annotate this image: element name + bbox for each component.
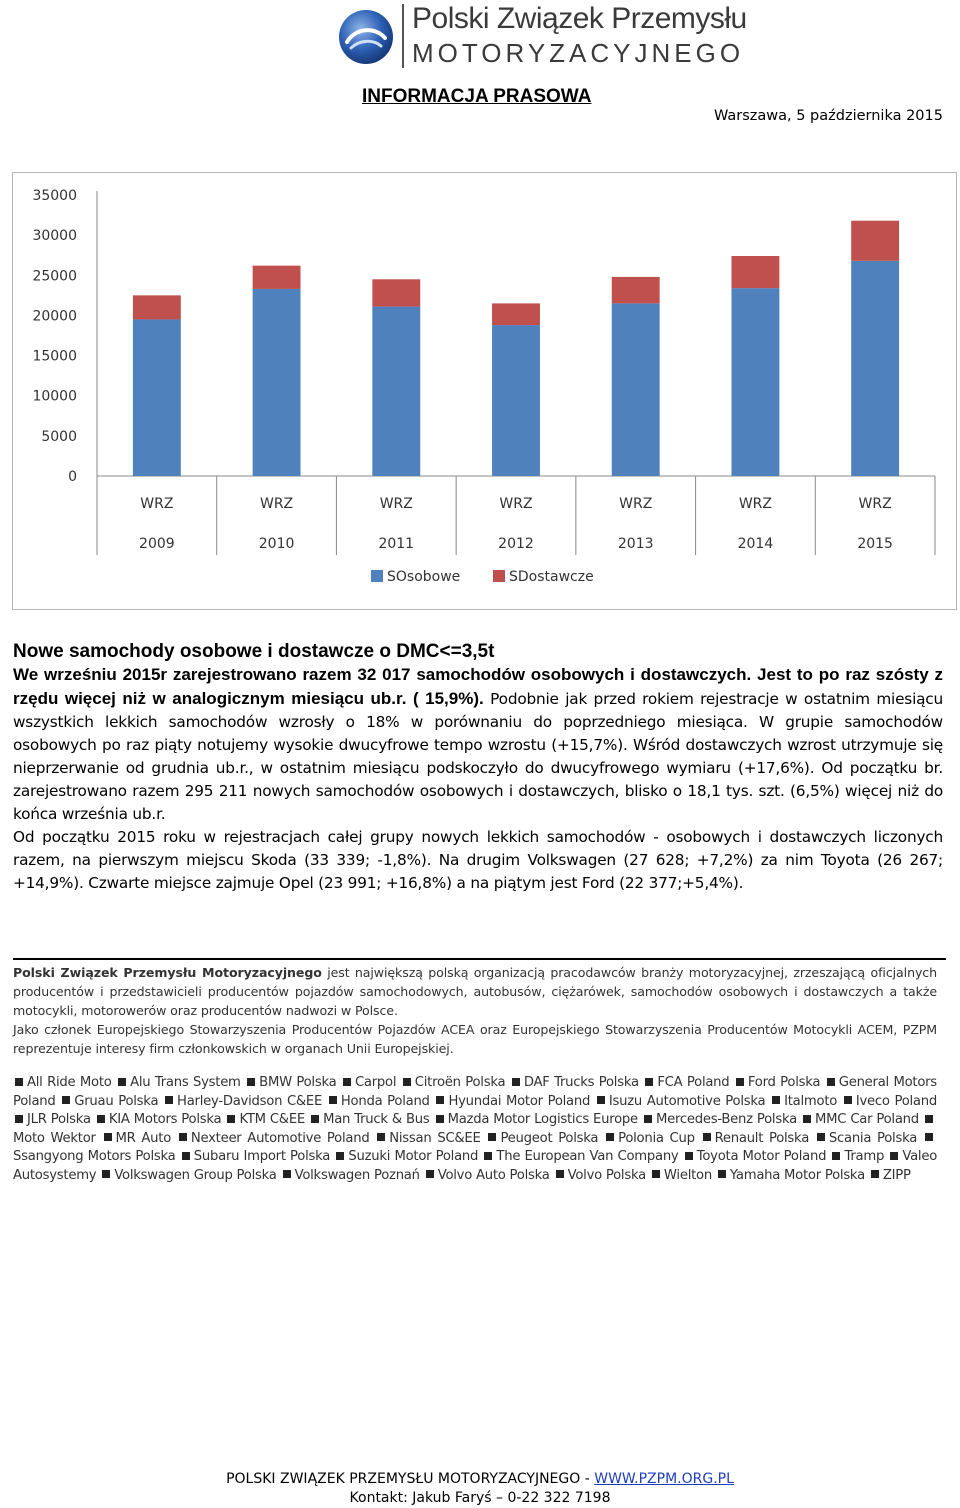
bullet-square-icon — [488, 1133, 496, 1141]
y-tick-label: 30000 — [32, 228, 77, 245]
member-name: All Ride Moto — [27, 1075, 112, 1090]
member-name: ZIPP — [882, 1167, 911, 1183]
article — [13, 640, 943, 895]
member-name: FCA Poland — [657, 1075, 730, 1090]
footer-org: POLSKI ZWIĄZEK PRZEMYSŁU MOTORYZACYJNEGO - — [226, 1471, 595, 1487]
x-tick-label: 2009 — [139, 536, 175, 552]
bullet-square-icon — [118, 1078, 126, 1086]
bullet-square-icon — [844, 1096, 852, 1104]
x-tick-label: WRZ — [499, 496, 533, 512]
x-tick-label: 2013 — [617, 536, 654, 552]
member-name: KIA Motors Polska — [108, 1112, 222, 1128]
member-name: BMW Polska — [259, 1075, 337, 1090]
member-name: Tramp — [844, 1149, 885, 1165]
x-tick-label: WRZ — [858, 496, 892, 512]
member-name: Man Truck & Bus — [323, 1112, 430, 1128]
bullet-square-icon — [736, 1078, 744, 1086]
bullet-square-icon — [97, 1115, 105, 1123]
y-tick-label: 0 — [68, 469, 77, 485]
member-name: Valeo Autosystemy — [13, 1149, 938, 1183]
legend-label: SOsobowe — [387, 569, 461, 585]
logo-line1: Polski Związek Przemysłu — [412, 2, 747, 35]
bullet-square-icon — [377, 1133, 385, 1141]
bar-dostawcze — [492, 303, 540, 325]
bar-osobowe — [492, 325, 540, 476]
page-title: INFORMACJA PRASOWA — [362, 86, 592, 107]
article-lead-rest: Podobnie jak przed rokiem rejestracje w ostatnim miesiącu wszystkich lekkich samochodów wzrosły o 18% w porównaniu do poprzedniego miesiąca. W grupie samochodów osobowych po raz piąty notujemy wysokie dwucyfrowe tempo wzrostu (+15,7%). Wśród dostawczych wzrost utrzymuje się nieprzerwanie od grudnia ub.r., w ostatnim miesiącu podskoczyło do dwucyfrowego wymiaru (+17,6%). Od początku br. zarejestrowano razem 295 211 nowych samochodów osobowych i dostawczych, blisko o 18,1 tys. szt. (6,5%) więcej niż do końca września ub.r. — [13, 690, 943, 823]
member-name: Carpol — [354, 1075, 397, 1090]
member-name: Volvo Polska — [567, 1167, 646, 1183]
bullet-square-icon — [182, 1152, 190, 1160]
member-name: General Motors Poland — [13, 1075, 937, 1109]
pzpm-emblem-icon — [337, 8, 395, 66]
bullet-square-icon — [925, 1115, 933, 1123]
bullet-square-icon — [311, 1115, 319, 1123]
bullet-square-icon — [890, 1152, 898, 1160]
y-tick-label: 25000 — [32, 268, 77, 285]
bullet-square-icon — [102, 1170, 110, 1178]
member-name: Citroën Polska — [414, 1075, 506, 1090]
about-section — [13, 963, 937, 1058]
bar-osobowe — [253, 289, 301, 476]
bullet-square-icon — [718, 1170, 726, 1178]
bullet-square-icon — [247, 1078, 255, 1086]
bullet-square-icon — [403, 1078, 411, 1086]
bullet-square-icon — [652, 1170, 660, 1178]
bullet-square-icon — [925, 1133, 933, 1141]
article-paragraph-1 — [13, 663, 943, 826]
bullet-square-icon — [772, 1096, 780, 1104]
article-paragraph-2: Od początku 2015 roku w rejestracjach całej grupy nowych lekkich samochodów - osobowych i dostawczych liczonych razem, na pierwszym miejscu Skoda (33 339; -1,8%). Na drugim Volkswagen (27 628; +7,2%) za nim Toyota (26 267; +14,9%). Czwarte miejsce zajmuje Opel (23 991; +16,8%) a na piątym jest Ford (22 377;+5,4%). — [13, 828, 943, 892]
member-name: Suzuki Motor Poland — [348, 1149, 479, 1165]
member-name: Honda Poland — [340, 1093, 430, 1109]
bar-dostawcze — [133, 295, 181, 319]
x-tick-label: 2012 — [498, 536, 534, 552]
about-paragraph-2: Jako członek Europejskiego Stowarzyszenia Producentów Pojazdów ACEA oraz Europejskiego Stowarzyszenia Producentów Motocykli ACEM, PZPM reprezentuje interesy firm członkowskich w organach Unii Europejskiej. — [13, 1022, 937, 1056]
member-name: Ford Polska — [747, 1075, 821, 1090]
bar-dostawcze — [731, 256, 779, 288]
bar-osobowe — [133, 319, 181, 476]
bullet-square-icon — [606, 1133, 614, 1141]
chart-svg — [13, 173, 956, 609]
x-tick-label: WRZ — [259, 496, 294, 512]
member-name: Mercedes-Benz Polska — [655, 1112, 797, 1128]
bar-dostawcze — [612, 277, 660, 303]
member-name: Polonia Cup — [618, 1130, 695, 1146]
x-tick-label: 2010 — [258, 536, 295, 552]
bullet-square-icon — [15, 1115, 23, 1123]
member-name: Italmoto — [784, 1093, 838, 1109]
bullet-square-icon — [484, 1152, 492, 1160]
member-name: Volkswagen Group Polska — [114, 1167, 277, 1183]
bullet-square-icon — [179, 1133, 187, 1141]
member-name: Mazda Motor Logistics Europe — [447, 1112, 638, 1128]
bar-osobowe — [372, 307, 420, 476]
x-tick-label: WRZ — [379, 496, 413, 512]
member-name: Harley-Davidson C&EE — [177, 1093, 323, 1109]
member-name: Volvo Auto Polska — [437, 1167, 550, 1183]
about-org-name: Polski Związek Przemysłu Motoryzacyjnego — [13, 965, 322, 980]
article-lead-bold: We wrześniu 2015r zarejestrowano razem 32 017 samochodów osobowych i dostawczych. Jest to po raz szósty z rzędu więcej niż w analogicznym miesiącu ub.r. ( 15,9%). — [13, 665, 943, 708]
member-name: Wielton — [663, 1167, 712, 1183]
bullet-square-icon — [329, 1096, 337, 1104]
x-tick-label: WRZ — [140, 496, 174, 512]
footer-line-1 — [0, 1470, 960, 1489]
member-name: JLR Polska — [27, 1112, 91, 1128]
member-name: Scania Polska — [828, 1130, 918, 1146]
member-name: Volkswagen Poznań — [294, 1167, 420, 1183]
member-name: Alu Trans System — [130, 1075, 241, 1090]
x-tick-label: 2014 — [737, 536, 774, 552]
bullet-square-icon — [512, 1078, 520, 1086]
dateline: Warszawa, 5 października 2015 — [713, 108, 943, 124]
y-tick-label: 5000 — [41, 428, 77, 445]
y-tick-label: 15000 — [32, 348, 77, 365]
bullet-square-icon — [832, 1152, 840, 1160]
bar-osobowe — [731, 288, 779, 476]
x-tick-label: 2011 — [378, 536, 415, 552]
bullet-square-icon — [645, 1078, 653, 1086]
member-name: The European Van Company — [496, 1149, 679, 1165]
section-divider — [13, 958, 946, 960]
about-paragraph-1-rest: jest największą polską organizacją pracodawców branży motoryzacyjnej, zrzeszającą oficjalnych producentów i przedstawicieli producentów pojazdów samochodowych, autobusów, ciężarówek, samochodów osobowych i dostawczych a także motocykli, motorowerów oraz producentów nadwozi w Polsce. — [13, 965, 938, 1018]
bullet-square-icon — [556, 1170, 564, 1178]
legend-label: SDostawcze — [509, 569, 594, 585]
member-name: Isuzu Automotive Polska — [608, 1093, 766, 1109]
bullet-square-icon — [283, 1170, 291, 1178]
bar-dostawcze — [851, 221, 899, 261]
member-name: DAF Trucks Polska — [523, 1075, 639, 1090]
member-list — [13, 1074, 937, 1186]
y-tick-label: 35000 — [32, 188, 77, 204]
bullet-square-icon — [165, 1096, 173, 1104]
bullet-square-icon — [227, 1115, 235, 1123]
member-name: Subaru Import Polska — [193, 1149, 331, 1165]
bullet-square-icon — [817, 1133, 825, 1141]
bullet-square-icon — [436, 1096, 444, 1104]
bullet-square-icon — [426, 1170, 434, 1178]
bar-osobowe — [851, 261, 899, 476]
about-paragraph-1 — [13, 963, 937, 1020]
footer-website-link[interactable]: WWW.PZPM.ORG.PL — [594, 1471, 734, 1487]
bullet-square-icon — [436, 1115, 444, 1123]
member-name: Hyundai Motor Poland — [448, 1093, 591, 1109]
legend-swatch — [493, 570, 505, 582]
member-name: Iveco Poland — [855, 1093, 937, 1109]
legend-swatch — [371, 570, 383, 582]
bullet-square-icon — [644, 1115, 652, 1123]
y-tick-label: 10000 — [32, 388, 77, 405]
bullet-square-icon — [827, 1078, 835, 1086]
bullet-square-icon — [597, 1096, 605, 1104]
bullet-square-icon — [336, 1152, 344, 1160]
logo-separator — [402, 4, 404, 68]
member-name: MR Auto — [115, 1130, 172, 1146]
member-name: Moto Wektor — [13, 1130, 96, 1146]
x-tick-label: WRZ — [619, 496, 653, 512]
registrations-chart — [12, 172, 957, 610]
bullet-square-icon — [703, 1133, 711, 1141]
pzpm-logo — [335, 0, 747, 75]
bullet-square-icon — [685, 1152, 693, 1160]
y-tick-label: 20000 — [32, 308, 77, 325]
article-headline: Nowe samochody osobowe i dostawcze o DMC<=3,5t — [13, 641, 495, 662]
bullet-square-icon — [62, 1096, 70, 1104]
member-name: Nexteer Automotive Poland — [190, 1130, 370, 1146]
x-tick-label: WRZ — [738, 496, 773, 512]
member-name: KTM C&EE — [239, 1112, 306, 1128]
bullet-square-icon — [803, 1115, 811, 1123]
member-name: Gruau Polska — [74, 1093, 159, 1109]
bullet-square-icon — [104, 1133, 112, 1141]
bar-dostawcze — [253, 266, 301, 289]
member-name: Renault Polska — [714, 1130, 810, 1146]
footer-contact: Kontakt: Jakub Faryś – 0-22 322 7198 — [349, 1490, 611, 1506]
member-name: Toyota Motor Poland — [696, 1149, 827, 1165]
bar-osobowe — [612, 303, 660, 476]
member-name: Peugeot Polska — [500, 1130, 599, 1146]
bullet-square-icon — [343, 1078, 351, 1086]
x-tick-label: 2015 — [857, 536, 893, 552]
member-name: Nissan SC&EE — [389, 1130, 481, 1146]
member-name: MMC Car Poland — [815, 1112, 919, 1128]
bullet-square-icon — [871, 1170, 879, 1178]
member-name: Ssangyong Motors Polska — [13, 1149, 176, 1165]
logo-line2: MOTORYZACYJNEGO — [412, 38, 745, 68]
bullet-square-icon — [15, 1078, 23, 1086]
page-footer — [0, 1470, 960, 1508]
bar-dostawcze — [372, 279, 420, 306]
member-name: Yamaha Motor Polska — [729, 1167, 865, 1183]
